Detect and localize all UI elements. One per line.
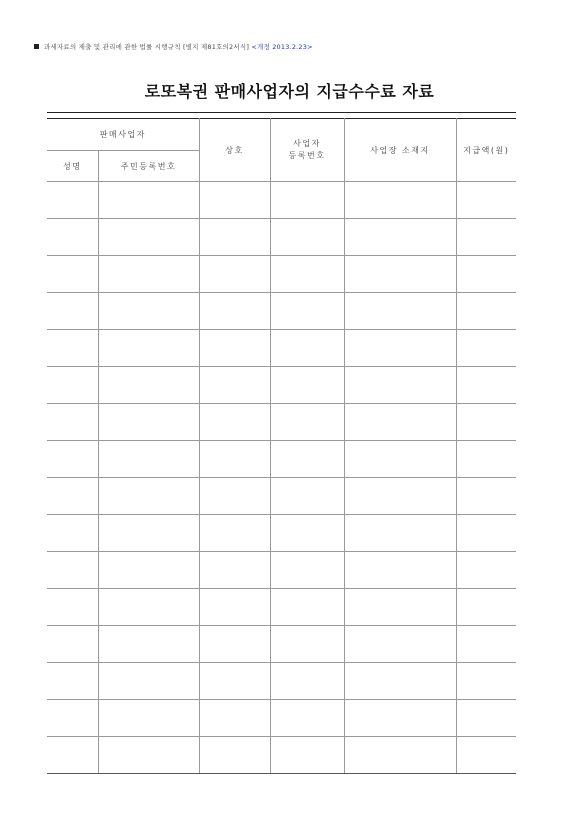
cell-name[interactable] xyxy=(47,626,98,663)
business-number-label-line2: 등록번호 xyxy=(288,151,326,160)
cell-trade-name[interactable] xyxy=(199,441,270,478)
cell-business-number[interactable] xyxy=(270,663,344,700)
table-row xyxy=(47,589,516,626)
cell-payment-amount[interactable] xyxy=(456,478,516,515)
commission-table xyxy=(47,118,516,774)
cell-resident-number[interactable] xyxy=(98,293,199,330)
cell-payment-amount[interactable] xyxy=(456,256,516,293)
page-title: 로또복권 판매사업자의 지급수수료 자료 xyxy=(144,82,435,101)
cell-business-number[interactable] xyxy=(270,293,344,330)
cell-trade-name[interactable] xyxy=(199,515,270,552)
cell-name[interactable] xyxy=(47,256,98,293)
cell-payment-amount[interactable] xyxy=(456,293,516,330)
cell-name[interactable] xyxy=(47,219,98,256)
cell-payment-amount[interactable] xyxy=(456,589,516,626)
cell-resident-number[interactable] xyxy=(98,404,199,441)
cell-trade-name[interactable] xyxy=(199,182,270,219)
cell-business-number[interactable] xyxy=(270,552,344,589)
cell-payment-amount[interactable] xyxy=(456,330,516,367)
cell-trade-name[interactable] xyxy=(199,663,270,700)
column-header-trade-name: 상호 xyxy=(199,119,270,182)
table-row xyxy=(47,293,516,330)
cell-name[interactable] xyxy=(47,515,98,552)
table-row xyxy=(47,700,516,737)
cell-name[interactable] xyxy=(47,367,98,404)
cell-business-number[interactable] xyxy=(270,515,344,552)
cell-name[interactable] xyxy=(47,330,98,367)
cell-business-address[interactable] xyxy=(344,441,456,478)
cell-resident-number[interactable] xyxy=(98,367,199,404)
cell-trade-name[interactable] xyxy=(199,478,270,515)
table-row xyxy=(47,552,516,589)
table-row xyxy=(47,219,516,256)
cell-payment-amount[interactable] xyxy=(456,700,516,737)
cell-resident-number[interactable] xyxy=(98,663,199,700)
cell-trade-name[interactable] xyxy=(199,293,270,330)
cell-name[interactable] xyxy=(47,182,98,219)
cell-payment-amount[interactable] xyxy=(456,367,516,404)
cell-resident-number[interactable] xyxy=(98,219,199,256)
cell-business-address[interactable] xyxy=(344,700,456,737)
cell-business-address[interactable] xyxy=(344,293,456,330)
cell-trade-name[interactable] xyxy=(199,330,270,367)
column-header-name: 성명 xyxy=(47,151,98,182)
cell-resident-number[interactable] xyxy=(98,330,199,367)
cell-payment-amount[interactable] xyxy=(456,552,516,589)
cell-resident-number[interactable] xyxy=(98,552,199,589)
cell-business-number[interactable] xyxy=(270,182,344,219)
title-divider xyxy=(47,112,516,113)
cell-business-address[interactable] xyxy=(344,478,456,515)
cell-name[interactable] xyxy=(47,700,98,737)
cell-business-address[interactable] xyxy=(344,256,456,293)
bullet-square-icon xyxy=(34,44,39,49)
cell-name[interactable] xyxy=(47,478,98,515)
cell-business-number[interactable] xyxy=(270,367,344,404)
cell-business-number[interactable] xyxy=(270,219,344,256)
cell-business-address[interactable] xyxy=(344,182,456,219)
cell-business-address[interactable] xyxy=(344,626,456,663)
table-row xyxy=(47,256,516,293)
cell-trade-name[interactable] xyxy=(199,589,270,626)
cell-business-address[interactable] xyxy=(344,367,456,404)
column-header-payment-amount: 지급액(원) xyxy=(456,119,516,182)
form-reference xyxy=(34,42,313,51)
form-reference-text: 과세자료의 제출 및 관리에 관한 법률 시행규칙 [별지 제81호의2서식] xyxy=(44,43,250,51)
cell-payment-amount[interactable] xyxy=(456,737,516,774)
cell-trade-name[interactable] xyxy=(199,737,270,774)
cell-trade-name[interactable] xyxy=(199,626,270,663)
cell-trade-name[interactable] xyxy=(199,700,270,737)
table-row xyxy=(47,478,516,515)
cell-payment-amount[interactable] xyxy=(456,182,516,219)
cell-business-address[interactable] xyxy=(344,404,456,441)
cell-name[interactable] xyxy=(47,404,98,441)
cell-business-address[interactable] xyxy=(344,219,456,256)
seller-group-header: 판매사업자 xyxy=(47,119,199,151)
table-row xyxy=(47,441,516,478)
cell-resident-number[interactable] xyxy=(98,478,199,515)
cell-name[interactable] xyxy=(47,737,98,774)
cell-payment-amount[interactable] xyxy=(456,515,516,552)
cell-payment-amount[interactable] xyxy=(456,441,516,478)
table-row xyxy=(47,737,516,774)
cell-name[interactable] xyxy=(47,589,98,626)
cell-business-address[interactable] xyxy=(344,330,456,367)
column-header-business-number xyxy=(270,119,344,182)
table-row xyxy=(47,663,516,700)
revision-date-link[interactable]: <개정 2013.2.23> xyxy=(251,43,313,51)
table-row xyxy=(47,626,516,663)
cell-resident-number[interactable] xyxy=(98,700,199,737)
cell-name[interactable] xyxy=(47,441,98,478)
cell-name[interactable] xyxy=(47,293,98,330)
cell-trade-name[interactable] xyxy=(199,219,270,256)
cell-business-number[interactable] xyxy=(270,404,344,441)
cell-resident-number[interactable] xyxy=(98,626,199,663)
table-row xyxy=(47,367,516,404)
table-row xyxy=(47,182,516,219)
cell-trade-name[interactable] xyxy=(199,404,270,441)
cell-business-number[interactable] xyxy=(270,256,344,293)
cell-business-number[interactable] xyxy=(270,478,344,515)
cell-resident-number[interactable] xyxy=(98,256,199,293)
cell-business-address[interactable] xyxy=(344,552,456,589)
cell-resident-number[interactable] xyxy=(98,515,199,552)
cell-business-address[interactable] xyxy=(344,515,456,552)
column-header-resident-number: 주민등록번호 xyxy=(98,151,199,182)
business-number-label-line1: 사업자 xyxy=(293,139,321,148)
cell-resident-number[interactable] xyxy=(98,737,199,774)
cell-payment-amount[interactable] xyxy=(456,404,516,441)
column-header-business-address: 사업장 소재지 xyxy=(344,119,456,182)
cell-trade-name[interactable] xyxy=(199,256,270,293)
cell-payment-amount[interactable] xyxy=(456,219,516,256)
cell-resident-number[interactable] xyxy=(98,182,199,219)
table-row xyxy=(47,515,516,552)
cell-business-address[interactable] xyxy=(344,589,456,626)
cell-name[interactable] xyxy=(47,552,98,589)
cell-resident-number[interactable] xyxy=(98,441,199,478)
cell-name[interactable] xyxy=(47,663,98,700)
cell-payment-amount[interactable] xyxy=(456,626,516,663)
cell-payment-amount[interactable] xyxy=(456,663,516,700)
table-body xyxy=(47,182,516,774)
cell-business-number[interactable] xyxy=(270,737,344,774)
table-row xyxy=(47,404,516,441)
cell-business-number[interactable] xyxy=(270,589,344,626)
cell-business-address[interactable] xyxy=(344,663,456,700)
table-row xyxy=(47,330,516,367)
cell-business-number[interactable] xyxy=(270,700,344,737)
cell-resident-number[interactable] xyxy=(98,589,199,626)
cell-business-number[interactable] xyxy=(270,441,344,478)
cell-business-number[interactable] xyxy=(270,330,344,367)
cell-trade-name[interactable] xyxy=(199,367,270,404)
cell-business-address[interactable] xyxy=(344,737,456,774)
cell-business-number[interactable] xyxy=(270,626,344,663)
cell-trade-name[interactable] xyxy=(199,552,270,589)
